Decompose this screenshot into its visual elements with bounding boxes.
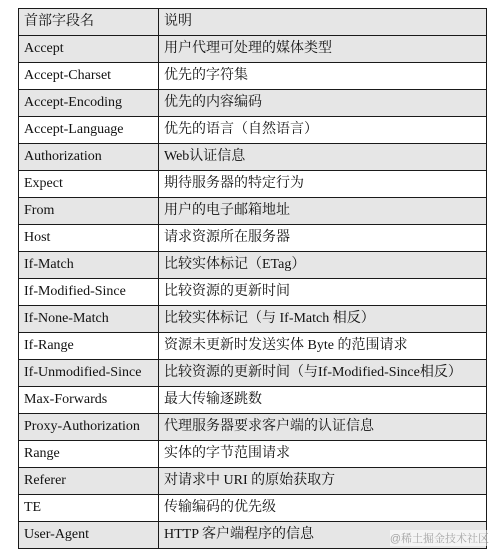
description-cell: 用户代理可处理的媒体类型 xyxy=(159,36,487,63)
description-cell: 最大传输逐跳数 xyxy=(159,387,487,414)
table-row xyxy=(19,279,487,306)
field-name-cell: User-Agent xyxy=(19,522,159,549)
table-row xyxy=(19,360,487,387)
watermark: @稀土掘金技术社区 xyxy=(390,530,489,546)
table-row xyxy=(19,306,487,333)
header-field-name: 首部字段名 xyxy=(19,9,159,36)
description-cell: 代理服务器要求客户端的认证信息 xyxy=(159,414,487,441)
field-name-cell: Accept-Charset xyxy=(19,63,159,90)
table-row xyxy=(19,468,487,495)
table-row xyxy=(19,144,487,171)
field-name-cell: From xyxy=(19,198,159,225)
field-name-cell: If-Modified-Since xyxy=(19,279,159,306)
field-name-cell: Expect xyxy=(19,171,159,198)
field-name-cell: If-Range xyxy=(19,333,159,360)
description-cell: 比较实体标记（与 If-Match 相反） xyxy=(159,306,487,333)
field-name-cell: Proxy-Authorization xyxy=(19,414,159,441)
table-row xyxy=(19,495,487,522)
description-cell: 传输编码的优先级 xyxy=(159,495,487,522)
description-cell: 比较资源的更新时间 xyxy=(159,279,487,306)
table-row xyxy=(19,414,487,441)
field-name-cell: Accept xyxy=(19,36,159,63)
description-cell: HTTP 客户端程序的信息 xyxy=(159,522,487,549)
table-row xyxy=(19,117,487,144)
field-name-cell: Authorization xyxy=(19,144,159,171)
table-row xyxy=(19,252,487,279)
table-header-row xyxy=(19,9,487,36)
description-cell: 优先的内容编码 xyxy=(159,90,487,117)
table-row xyxy=(19,198,487,225)
description-cell: 资源未更新时发送实体 Byte 的范围请求 xyxy=(159,333,487,360)
table-body xyxy=(19,36,487,549)
field-name-cell: Range xyxy=(19,441,159,468)
table-row xyxy=(19,333,487,360)
header-description: 说明 xyxy=(159,9,487,36)
description-cell: 用户的电子邮箱地址 xyxy=(159,198,487,225)
field-name-cell: Max-Forwards xyxy=(19,387,159,414)
field-name-cell: Referer xyxy=(19,468,159,495)
table-row xyxy=(19,441,487,468)
description-cell: Web认证信息 xyxy=(159,144,487,171)
table-row xyxy=(19,171,487,198)
description-cell: 请求资源所在服务器 xyxy=(159,225,487,252)
field-name-cell: If-None-Match xyxy=(19,306,159,333)
description-cell: 优先的字符集 xyxy=(159,63,487,90)
table-row xyxy=(19,225,487,252)
table-row xyxy=(19,387,487,414)
field-name-cell: If-Match xyxy=(19,252,159,279)
description-cell: 优先的语言（自然语言） xyxy=(159,117,487,144)
description-cell: 实体的字节范围请求 xyxy=(159,441,487,468)
field-name-cell: Host xyxy=(19,225,159,252)
field-name-cell: Accept-Language xyxy=(19,117,159,144)
description-cell: 比较实体标记（ETag） xyxy=(159,252,487,279)
description-cell: 比较资源的更新时间（与If-Modified-Since相反） xyxy=(159,360,487,387)
table-row xyxy=(19,63,487,90)
field-name-cell: Accept-Encoding xyxy=(19,90,159,117)
table-row xyxy=(19,36,487,63)
table-row xyxy=(19,90,487,117)
request-header-fields-table xyxy=(18,8,487,549)
description-cell: 对请求中 URI 的原始获取方 xyxy=(159,468,487,495)
description-cell: 期待服务器的特定行为 xyxy=(159,171,487,198)
field-name-cell: If-Unmodified-Since xyxy=(19,360,159,387)
field-name-cell: TE xyxy=(19,495,159,522)
